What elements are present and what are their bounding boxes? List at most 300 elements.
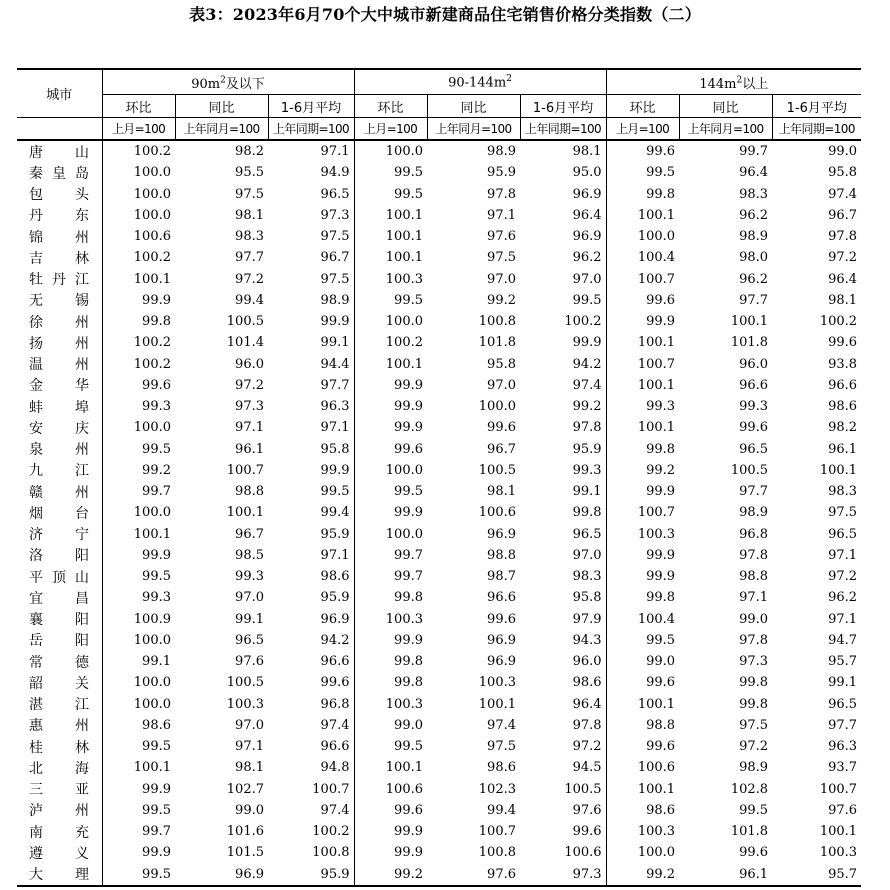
index-value: 97.7 [828,717,858,733]
index-value: 100.0 [133,505,171,521]
index-value: 98.0 [739,250,769,266]
index-value: 100.5 [730,462,769,478]
index-value: 94.2 [268,630,354,651]
index-value: 99.6 [646,144,676,160]
index-value: 100.0 [133,696,171,712]
index-value: 100.1 [819,824,858,840]
index-value: 97.5 [739,717,769,733]
index-value: 97.2 [739,739,769,755]
index-value: 99.6 [646,739,676,755]
index-value: 96.3 [828,739,858,755]
index-value: 96.5 [520,524,606,545]
base-header: 上年同月=100 [679,118,772,141]
index-value: 100.0 [385,462,423,478]
sub-header: 环比 [102,95,175,118]
index-value: 99.9 [142,845,171,861]
index-value: 99.5 [394,186,423,202]
index-value: 99.9 [394,420,423,436]
index-value: 95.8 [268,439,354,460]
index-value: 100.3 [637,824,676,840]
index-value: 100.9 [133,611,171,627]
table-row [17,205,861,226]
index-value: 99.6 [394,802,423,818]
table-row [17,439,861,460]
index-value: 100.0 [385,526,423,542]
index-value: 97.1 [739,590,769,606]
index-value: 96.7 [487,441,516,457]
index-value: 99.3 [646,399,676,415]
sub-header: 1-6月平均 [268,95,354,118]
table-row [17,311,861,332]
city-name [17,502,102,523]
city-label: 泉州 [29,442,89,459]
index-value: 100.2 [385,335,423,351]
index-value: 99.4 [268,502,354,523]
index-value: 100.1 [730,314,769,330]
city-label: 扬州 [29,335,89,352]
index-value: 100.1 [133,271,171,287]
index-value: 102.8 [730,781,769,797]
index-value: 97.3 [235,399,264,415]
index-value: 99.6 [646,675,676,691]
city-label: 平顶山 [29,569,89,586]
city-label: 湛江 [29,697,89,714]
index-value: 100.5 [478,462,516,478]
city-name [17,247,102,268]
index-value: 97.3 [268,205,354,226]
index-value: 100.1 [226,505,264,521]
index-value: 101.8 [730,824,769,840]
index-value: 99.8 [646,186,676,202]
index-value: 99.3 [142,399,171,415]
index-value: 100.3 [385,271,423,287]
index-value: 97.4 [487,717,516,733]
index-value: 98.3 [739,186,769,202]
table-row [17,354,861,375]
index-value: 100.3 [637,526,676,542]
index-value: 100.0 [133,420,171,436]
index-value: 96.6 [268,736,354,757]
sub-header: 1-6月平均 [520,95,606,118]
index-value: 99.8 [520,502,606,523]
base-header: 上月=100 [102,118,175,141]
index-value: 100.0 [133,186,171,202]
index-value: 95.9 [520,439,606,460]
index-value: 100.1 [133,760,171,776]
index-value: 100.2 [520,311,606,332]
index-value: 100.7 [226,462,264,478]
index-value: 99.0 [739,611,769,627]
table-row [17,269,861,290]
table-row [17,332,861,353]
city-name [17,311,102,332]
index-value: 96.4 [739,165,769,181]
sub-header: 同比 [427,95,520,118]
index-value: 99.7 [739,144,769,160]
index-value: 99.9 [394,505,423,521]
index-value: 100.2 [268,821,354,842]
index-value: 98.8 [646,717,676,733]
index-value: 99.3 [142,590,171,606]
city-name [17,736,102,757]
city-label: 包头 [29,187,89,204]
index-value: 94.5 [520,757,606,778]
index-value: 96.9 [487,632,516,648]
index-value: 100.8 [268,842,354,863]
index-value: 96.9 [268,609,354,630]
index-value: 100.7 [637,271,676,287]
group-header-small: $90m^2$及以下 [102,69,354,95]
city-label: 蚌埠 [29,399,89,416]
index-value: 96.7 [235,526,264,542]
city-label: 吉林 [29,250,89,267]
index-value: 100.1 [385,356,423,372]
sub-header: 同比 [175,95,268,118]
index-value: 99.4 [487,802,516,818]
table-row [17,524,861,545]
index-value: 97.6 [520,800,606,821]
table-row [17,715,861,736]
index-value: 99.6 [487,611,516,627]
table-row [17,842,861,863]
index-value: 96.4 [520,205,606,226]
city-label: 九江 [29,463,89,480]
index-value: 100.2 [819,314,858,330]
table-title: 表3：2023年6月70个大中城市新建商品住宅销售价格分类指数（二） [189,5,701,24]
table-row [17,545,861,566]
index-value: 99.6 [520,821,606,842]
index-value: 96.4 [828,271,858,287]
city-name [17,524,102,545]
city-name [17,715,102,736]
index-value: 99.6 [828,335,858,351]
index-value: 98.6 [142,717,171,733]
index-value: 99.9 [268,460,354,481]
index-value: 100.7 [637,356,676,372]
index-value: 98.1 [487,484,516,500]
index-value: 102.7 [226,781,264,797]
index-value: 99.2 [606,864,679,886]
index-value: 95.7 [828,654,858,670]
city-header-blank [17,118,102,141]
index-value: 98.8 [739,569,769,585]
index-value: 97.2 [520,736,606,757]
index-value: 99.9 [142,781,171,797]
table-body [17,140,861,886]
city-label: 牡丹江 [29,272,89,289]
table-row [17,417,861,438]
index-value: 98.6 [487,760,516,776]
index-value: 100.5 [520,779,606,800]
city-name [17,672,102,693]
table-row [17,290,861,311]
city-name [17,842,102,863]
index-value: 100.3 [385,696,423,712]
index-value: 97.5 [235,186,264,202]
index-value: 100.1 [637,781,676,797]
index-value: 100.3 [385,611,423,627]
index-value: 98.1 [235,760,264,776]
base-header: 上年同期=100 [772,118,861,141]
index-value: 99.9 [394,845,423,861]
table-row [17,587,861,608]
index-value: 98.3 [520,566,606,587]
city-name [17,587,102,608]
index-value: 93.7 [828,760,858,776]
index-value: 93.8 [828,356,858,372]
base-header: 上月=100 [354,118,427,141]
index-value: 99.9 [646,314,676,330]
city-name [17,566,102,587]
index-value: 99.9 [520,332,606,353]
index-value: 97.4 [520,375,606,396]
index-value: 97.4 [268,715,354,736]
index-value: 94.3 [520,630,606,651]
index-value: 99.5 [268,481,354,502]
index-value: 99.3 [520,460,606,481]
city-label: 温州 [29,357,89,374]
index-value: 99.8 [394,675,423,691]
index-value: 99.5 [142,441,171,457]
table-row [17,651,861,672]
index-value: 100.0 [385,144,423,160]
index-value: 101.8 [478,335,516,351]
index-value: 97.5 [268,226,354,247]
index-value: 100.2 [133,335,171,351]
index-value: 100.6 [478,505,516,521]
index-value: 98.3 [235,229,264,245]
index-value: 98.8 [487,547,516,563]
index-value: 97.6 [427,864,520,886]
index-value: 97.0 [520,545,606,566]
index-value: 97.1 [828,611,858,627]
index-value: 97.7 [739,484,769,500]
index-value: 98.6 [828,399,858,415]
index-value: 99.7 [142,484,171,500]
index-value: 97.2 [828,569,858,585]
index-value: 99.1 [142,654,171,670]
index-value: 96.4 [520,694,606,715]
index-value: 100.1 [637,420,676,436]
index-value: 99.9 [646,569,676,585]
index-value: 96.6 [487,590,516,606]
index-value: 100.6 [133,229,171,245]
city-name [17,226,102,247]
index-value: 100.0 [133,675,171,691]
index-value: 99.1 [268,332,354,353]
index-value: 100.6 [520,842,606,863]
group-header-medium: $90-144m^2$ [354,69,606,95]
index-value: 95.8 [520,587,606,608]
table-row [17,566,861,587]
table-row [17,226,861,247]
index-value: 99.2 [354,864,427,886]
index-value: 97.1 [487,207,516,223]
table-row [17,184,861,205]
index-value: 98.9 [739,505,769,521]
table-row [17,672,861,693]
city-label: 秦皇岛 [29,165,89,182]
index-value: 99.0 [235,802,264,818]
index-value: 94.4 [268,354,354,375]
index-value: 98.9 [487,144,516,160]
index-value: 95.8 [828,165,858,181]
index-value: 99.6 [739,420,769,436]
city-name [17,375,102,396]
index-value: 99.6 [487,420,516,436]
index-value: 99.5 [142,802,171,818]
city-name [17,460,102,481]
table-row [17,502,861,523]
index-value: 97.0 [235,590,264,606]
base-header: 上月=100 [606,118,679,141]
city-label: 宜昌 [29,590,89,607]
index-value: 100.8 [478,845,516,861]
city-label: 岳阳 [29,633,89,650]
price-index-table [17,68,861,887]
city-name [17,779,102,800]
index-value: 99.5 [394,292,423,308]
city-label: 常德 [29,654,89,671]
index-value: 96.8 [739,526,769,542]
index-value: 97.2 [235,271,264,287]
index-value: 101.8 [730,335,769,351]
index-value: 97.1 [268,417,354,438]
table-row [17,864,861,886]
index-value: 97.3 [739,654,769,670]
city-name [17,864,102,886]
index-value: 99.8 [739,675,769,691]
index-value: 100.7 [268,779,354,800]
index-value: 100.5 [226,675,264,691]
index-value: 100.8 [478,314,516,330]
index-value: 95.9 [268,587,354,608]
index-value: 96.5 [739,441,769,457]
index-value: 99.2 [487,292,516,308]
index-value: 95.0 [520,162,606,183]
index-value: 100.3 [819,845,858,861]
index-value: 97.8 [739,547,769,563]
city-name [17,290,102,311]
index-value: 97.2 [235,377,264,393]
index-value: 97.5 [487,250,516,266]
index-value: 97.8 [520,715,606,736]
index-value: 99.1 [235,611,264,627]
index-value: 99.0 [646,654,676,670]
index-value: 98.2 [828,420,858,436]
city-label: 洛阳 [29,548,89,565]
city-name [17,354,102,375]
city-name [17,184,102,205]
city-name [17,396,102,417]
index-value: 99.7 [394,547,423,563]
city-name [17,821,102,842]
base-header: 上年同月=100 [175,118,268,141]
index-value: 95.5 [235,165,264,181]
index-value: 95.9 [268,524,354,545]
index-value: 99.9 [394,632,423,648]
index-value: 101.4 [226,335,264,351]
index-value: 99.8 [646,590,676,606]
index-value: 99.9 [394,399,423,415]
city-name [17,609,102,630]
index-value: 99.9 [646,547,676,563]
index-value: 100.0 [133,165,171,181]
city-label: 金华 [29,378,89,395]
index-value: 99.5 [102,864,175,886]
city-label: 济宁 [29,527,89,544]
index-value: 97.5 [828,505,858,521]
index-value: 96.7 [828,207,858,223]
city-name [17,694,102,715]
index-value: 94.8 [268,757,354,778]
index-value: 98.1 [828,292,858,308]
index-value: 94.9 [268,162,354,183]
city-label: 泸州 [29,803,89,820]
index-value: 97.8 [739,632,769,648]
index-value: 100.7 [637,505,676,521]
index-value: 100.1 [637,377,676,393]
index-value: 100.2 [133,144,171,160]
index-value: 99.5 [394,484,423,500]
index-value: 98.5 [235,547,264,563]
index-value: 96.8 [268,694,354,715]
index-value: 99.7 [142,824,171,840]
table-row [17,247,861,268]
city-label: 无锡 [29,293,89,310]
index-value: 97.1 [235,739,264,755]
group-header-large: $144m^2$以上 [606,69,861,95]
index-value: 100.1 [385,229,423,245]
city-name [17,205,102,226]
index-value: 100.0 [133,207,171,223]
index-value: 99.9 [394,377,423,393]
index-value: 96.5 [828,526,858,542]
index-value: 97.7 [268,375,354,396]
index-value: 99.7 [394,569,423,585]
index-value: 100.0 [637,229,676,245]
sub-header: 环比 [354,95,427,118]
index-value: 101.6 [226,824,264,840]
index-value: 96.5 [268,184,354,205]
index-value: 96.2 [520,247,606,268]
index-value: 94.2 [520,354,606,375]
index-value: 99.9 [394,824,423,840]
index-value: 96.5 [828,696,858,712]
index-value: 98.9 [739,760,769,776]
index-value: 96.9 [520,184,606,205]
index-value: 99.6 [268,672,354,693]
index-value: 96.1 [679,864,772,886]
index-value: 100.1 [637,207,676,223]
index-value: 97.6 [828,802,858,818]
city-name [17,630,102,651]
table-row [17,757,861,778]
city-label: 徐州 [29,314,89,331]
index-value: 100.0 [478,399,516,415]
index-value: 97.0 [235,717,264,733]
index-value: 99.9 [142,547,171,563]
city-label: 遵义 [29,845,89,862]
city-label: 韶关 [29,675,89,692]
index-value: 99.8 [646,441,676,457]
index-value: 97.3 [520,864,606,886]
index-value: 97.8 [487,186,516,202]
index-value: 97.4 [268,800,354,821]
city-label: 南充 [29,824,89,841]
city-label: 安庆 [29,420,89,437]
index-value: 100.1 [385,250,423,266]
